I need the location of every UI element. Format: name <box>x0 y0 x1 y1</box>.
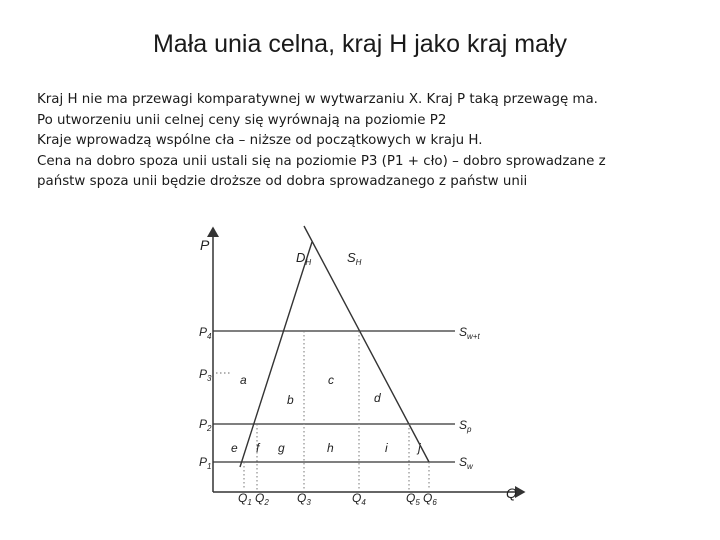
q6-label: $Q_6$ <box>423 491 437 507</box>
text-line: państw spoza unii będzie droższe od dobra sprowadzanego z państw unii <box>37 174 528 189</box>
p4-label: $P_4$ <box>199 325 212 341</box>
q1-label: $Q_1$ <box>238 491 252 507</box>
area-j-label: j <box>418 441 421 455</box>
area-f-label: f <box>256 441 260 455</box>
p1-label: $P_1$ <box>199 455 212 471</box>
text-line: Po utworzeniu unii celnej ceny się wyrównają na poziomie P2 <box>37 112 447 128</box>
area-e-label: e <box>231 441 238 455</box>
q4-label: $Q_4$ <box>352 491 366 507</box>
area-a-label: a <box>240 373 247 387</box>
area-c-label: c <box>328 373 334 387</box>
sp-label: $S_p$ <box>459 418 472 434</box>
area-b-label: b <box>287 393 294 407</box>
demand-curve <box>240 242 312 467</box>
x-axis-label: Q <box>506 485 517 501</box>
area-d-label: d <box>374 391 381 405</box>
demand-label: $D_H$ <box>296 250 312 267</box>
q5-label: $Q_5$ <box>406 491 420 507</box>
q3-label: $Q_3$ <box>297 491 311 507</box>
y-axis-label: P <box>200 237 210 253</box>
area-i-label: i <box>385 441 388 455</box>
slide-title: Mała unia celna, kraj H jako kraj mały <box>152 30 568 58</box>
p3-label: $P_3$ <box>199 367 212 383</box>
supply-label: $S_H$ <box>347 250 362 267</box>
sw-label: $S_w$ <box>459 455 473 471</box>
sw-plus-t-label: $S_{w+t}$ <box>459 325 480 341</box>
text-line: Cena na dobro spoza unii ustali się na poziomie P3 (P1 + cło) – dobro sprowadzane z <box>37 153 606 169</box>
supply-curve <box>304 226 429 462</box>
text-line: Kraj H nie ma przewagi komparatywnej w wytwarzaniu X. Kraj P taką przewagę ma. <box>37 92 598 107</box>
text-line: Kraje wprowadzą wspólne cła – niższe od początkowych w kraju H. <box>37 133 483 148</box>
q2-label: $Q_2$ <box>255 491 269 507</box>
area-h-label: h <box>327 441 334 455</box>
p2-label: $P_2$ <box>199 417 212 433</box>
area-g-label: g <box>278 441 285 455</box>
